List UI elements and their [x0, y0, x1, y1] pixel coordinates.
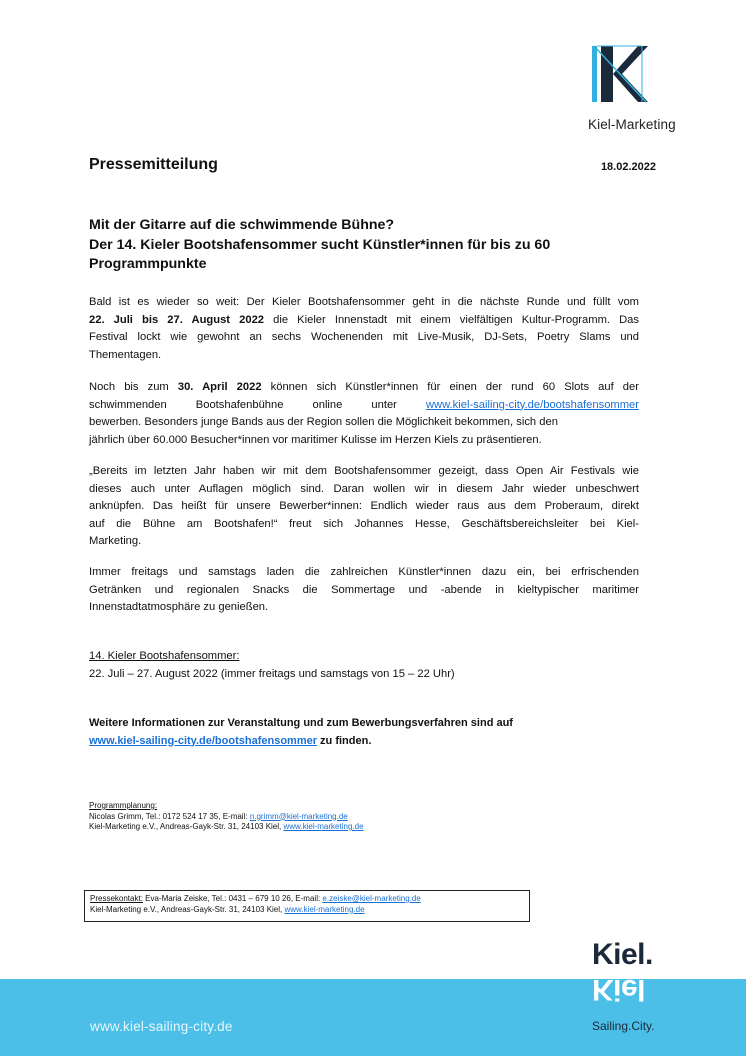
text-line: „Bereits im letzten Jahr haben wir mit dem Bootshafensommer gezeigt, dass Open Air Festivals wie [89, 465, 639, 477]
paragraph-atmosphere [89, 564, 639, 617]
planning-web-link[interactable]: www.kiel-marketing.de [283, 822, 364, 831]
footer-tagline: Sailing.City. [592, 1019, 655, 1033]
press-web-link[interactable]: www.kiel-marketing.de [284, 904, 365, 914]
paragraph-intro [89, 294, 639, 364]
more-info-link[interactable]: www.kiel-sailing-city.de/bootshafensommer [89, 734, 317, 747]
kiel-logo-mirror: Kiel [592, 973, 646, 1006]
text-line: Marketing. [89, 535, 142, 547]
text-line: dieses auch unter Auflagen möglich sind. Daran wollen wir in diesem Jahr wieder unbeschwert [89, 482, 639, 495]
press-contact-line: Kiel-Marketing e.V., Andreas-Gayk-Str. 31, 24103 Kiel, www.kiel-marketing.de [90, 904, 365, 914]
text-line: Festival lockt wie gewohnt an sechs Wochenenden mit Live-Musik, DJ-Sets, Poetry Slams und [89, 331, 639, 343]
paragraph-application [89, 379, 639, 449]
press-contact-line: Pressekontakt: Eva-Maria Zeiske, Tel.: 0431 – 679 10 26, E-mail: e.zeiske@kiel-marketing.de [90, 894, 421, 903]
event-title: 14. Kieler Bootshafensommer: [89, 650, 240, 662]
press-email-link[interactable]: e.zeiske@kiel-marketing.de [322, 894, 421, 903]
text-line: schwimmenden Bootshafenbühne online unter www.kiel-sailing-city.de/bootshafensommer [89, 398, 639, 411]
event-dates: 22. Juli – 27. August 2022 (immer freitags und samstags von 15 – 22 Uhr) [89, 667, 455, 680]
headline-line-2: Der 14. Kieler Bootshafensommer sucht Künstler*innen für bis zu 60 [89, 236, 551, 253]
text-line: Thementagen. [89, 348, 162, 361]
press-contact-label: Pressekontakt: [90, 894, 143, 903]
paragraph-quote [89, 463, 639, 551]
text-line: Getränken und regionalen Snacks die Sommertage und -abende in kieltypischer maritimer [89, 583, 639, 596]
text-line: anknüpfen. Das heißt für unsere Bewerber*innen: Endlich wieder raus aus dem Proberaum, direkt [89, 500, 639, 512]
brand-name: Kiel-Marketing [588, 117, 676, 132]
planning-email-link[interactable]: n.grimm@kiel-marketing.de [249, 811, 348, 821]
headline [89, 216, 589, 275]
kiel-marketing-k-icon [592, 44, 648, 104]
more-info [89, 715, 513, 750]
planning-line: Kiel-Marketing e.V., Andreas-Gayk-Str. 31, 24103 Kiel, www.kiel-marketing.de [89, 822, 364, 831]
document-type-title: Pressemitteilung [89, 156, 218, 173]
text-line: Bald ist es wieder so weit: Der Kieler Bootshafensommer geht in die nächste Runde und füllt vom [89, 296, 639, 308]
program-planning-contact [89, 801, 364, 833]
event-info [89, 648, 455, 683]
planning-line: Nicolas Grimm, Tel.: 0172 524 17 35, E-mail: n.grimm@kiel-marketing.de [89, 811, 348, 821]
kiel-marketing-logo [588, 44, 678, 136]
text-line: Immer freitags und samstags laden die zahlreichen Künstler*innen dazu ein, bei erfrischenden [89, 566, 639, 578]
text-line: 22. Juli bis 27. August 2022 die Kieler Innenstadt mit einem vielfältigen Kultur-Programm. Das [89, 313, 639, 326]
text-line: auf die Bühne am Bootshafen!“ freut sich Johannes Hesse, Geschäftsbereichsleiter bei Kiel- [89, 517, 639, 530]
more-info-line: Weitere Informationen zur Veranstaltung und zum Bewerbungsverfahren sind auf [89, 717, 513, 729]
application-link[interactable]: www.kiel-sailing-city.de/bootshafensommer [425, 398, 639, 411]
headline-line-3: Programmpunkte [89, 256, 207, 272]
planning-label: Programmplanung: [89, 801, 158, 810]
text-line: jährlich über 60.000 Besucher*innen vor maritimer Kulisse im Herzen Kiels zu präsentieren. [89, 433, 542, 446]
footer-url[interactable]: www.kiel-sailing-city.de [90, 1019, 233, 1034]
headline-line-1: Mit der Gitarre auf die schwimmende Bühne? [89, 217, 395, 233]
text-line: Noch bis zum 30. April 2022 können sich Künstler*innen für einen der rund 60 Slots auf der [89, 381, 639, 393]
press-contact-box [84, 890, 530, 922]
text-line: bewerben. Besonders junge Bands aus der Region sollen die Möglichkeit bekommen, sich den [89, 416, 558, 428]
kiel-logo-word: Kiel. [592, 938, 653, 971]
festival-dates-bold: 22. Juli bis 27. August 2022 [89, 313, 265, 326]
text-line: Innenstadtatmosphäre zu genießen. [89, 601, 269, 613]
deadline-bold: 30. April 2022 [177, 381, 262, 393]
more-info-line: www.kiel-sailing-city.de/bootshafensommer zu finden. [89, 734, 372, 747]
release-date: 18.02.2022 [600, 161, 656, 173]
